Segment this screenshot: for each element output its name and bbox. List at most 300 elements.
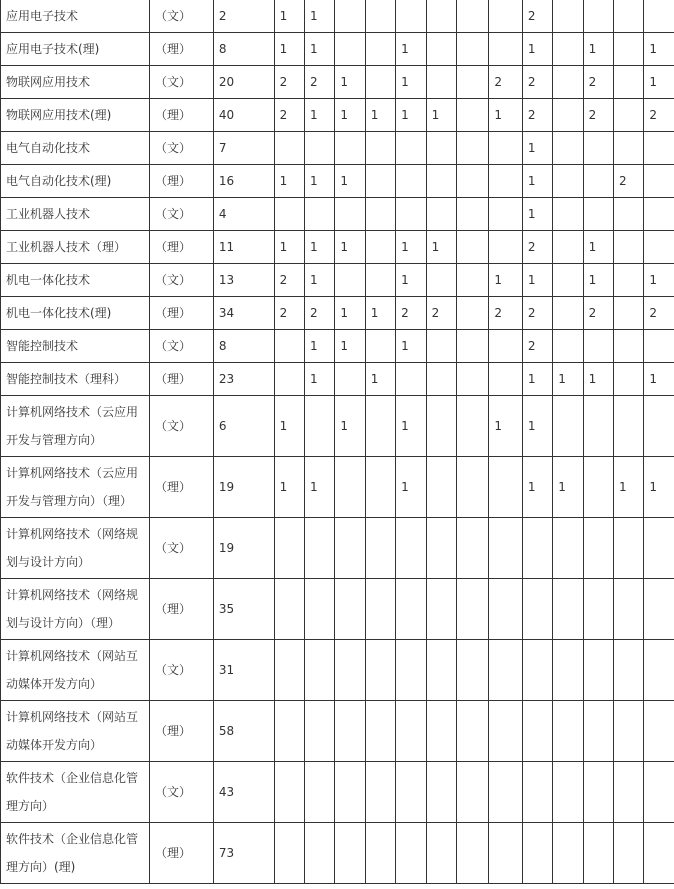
table-row	[1, 297, 674, 330]
total-cell: 35	[213, 579, 274, 640]
total-cell: 58	[213, 701, 274, 762]
count-cell	[305, 132, 335, 165]
count-cell: 2	[644, 99, 674, 132]
count-cell	[456, 579, 488, 640]
count-cell: 1	[274, 33, 304, 66]
count-cell	[583, 640, 613, 701]
major-name-cell: 物联网应用技术	[1, 66, 150, 99]
major-name-cell: 工业机器人技术	[1, 198, 150, 231]
count-cell: 1	[522, 198, 552, 231]
count-cell: 1	[644, 363, 674, 396]
table-row	[1, 518, 674, 579]
count-cell	[553, 165, 583, 198]
count-cell: 1	[305, 231, 335, 264]
count-cell	[553, 396, 583, 457]
count-cell	[553, 701, 583, 762]
total-cell: 19	[213, 518, 274, 579]
count-cell	[553, 297, 583, 330]
count-cell	[426, 66, 456, 99]
count-cell	[456, 363, 488, 396]
count-cell	[274, 701, 304, 762]
subject-cell: （文）	[149, 198, 213, 231]
count-cell: 1	[583, 363, 613, 396]
count-cell	[396, 579, 426, 640]
count-cell: 1	[583, 264, 613, 297]
count-cell	[365, 66, 395, 99]
count-cell	[489, 579, 522, 640]
count-cell: 2	[583, 99, 613, 132]
count-cell: 1	[522, 132, 552, 165]
table-row	[1, 132, 674, 165]
major-name-cell: 计算机网络技术（云应用开发与管理方向）（理）	[1, 457, 150, 518]
count-cell	[613, 762, 643, 823]
count-cell	[365, 457, 395, 518]
count-cell: 1	[305, 165, 335, 198]
count-cell	[335, 198, 365, 231]
count-cell: 1	[274, 0, 304, 33]
count-cell	[274, 640, 304, 701]
count-cell	[583, 132, 613, 165]
count-cell	[426, 132, 456, 165]
count-cell	[365, 0, 395, 33]
count-cell	[644, 198, 674, 231]
count-cell	[489, 457, 522, 518]
count-cell: 1	[335, 99, 365, 132]
total-cell: 19	[213, 457, 274, 518]
count-cell	[583, 198, 613, 231]
count-cell	[522, 640, 552, 701]
table-row	[1, 823, 674, 884]
count-cell	[583, 518, 613, 579]
count-cell	[456, 762, 488, 823]
count-cell	[335, 457, 365, 518]
count-cell	[553, 518, 583, 579]
count-cell	[613, 701, 643, 762]
count-cell	[335, 518, 365, 579]
count-cell	[456, 396, 488, 457]
count-cell	[396, 762, 426, 823]
count-cell	[489, 231, 522, 264]
count-cell: 1	[305, 363, 335, 396]
subject-cell: （文）	[149, 518, 213, 579]
count-cell: 2	[305, 66, 335, 99]
count-cell: 1	[274, 396, 304, 457]
count-cell	[426, 579, 456, 640]
count-cell	[644, 640, 674, 701]
count-cell	[274, 518, 304, 579]
count-cell	[456, 198, 488, 231]
count-cell: 2	[522, 297, 552, 330]
count-cell: 2	[613, 165, 643, 198]
total-cell: 43	[213, 762, 274, 823]
count-cell: 2	[489, 66, 522, 99]
count-cell	[365, 264, 395, 297]
count-cell: 2	[396, 297, 426, 330]
count-cell	[335, 363, 365, 396]
count-cell	[489, 132, 522, 165]
count-cell	[644, 132, 674, 165]
count-cell: 1	[335, 231, 365, 264]
subject-cell: （理）	[149, 579, 213, 640]
count-cell	[305, 823, 335, 884]
count-cell: 1	[613, 457, 643, 518]
count-cell	[583, 701, 613, 762]
count-cell: 1	[644, 264, 674, 297]
count-cell	[456, 701, 488, 762]
count-cell	[613, 0, 643, 33]
count-cell	[305, 701, 335, 762]
subject-cell: （理）	[149, 701, 213, 762]
count-cell	[305, 640, 335, 701]
count-cell	[644, 396, 674, 457]
count-cell	[456, 231, 488, 264]
subject-cell: （理）	[149, 165, 213, 198]
count-cell	[365, 701, 395, 762]
count-cell	[426, 701, 456, 762]
count-cell	[426, 0, 456, 33]
count-cell: 1	[522, 165, 552, 198]
table-row	[1, 0, 674, 33]
table-row	[1, 198, 674, 231]
subject-cell: （理）	[149, 99, 213, 132]
count-cell	[305, 518, 335, 579]
subject-cell: （文）	[149, 640, 213, 701]
count-cell	[613, 330, 643, 363]
count-cell	[613, 518, 643, 579]
count-cell	[426, 457, 456, 518]
count-cell: 1	[644, 66, 674, 99]
count-cell	[553, 640, 583, 701]
total-cell: 20	[213, 66, 274, 99]
count-cell	[456, 640, 488, 701]
count-cell: 2	[522, 99, 552, 132]
count-cell	[335, 33, 365, 66]
count-cell: 1	[489, 99, 522, 132]
count-cell: 1	[365, 363, 395, 396]
table-row	[1, 396, 674, 457]
count-cell	[553, 0, 583, 33]
subject-cell: （文）	[149, 762, 213, 823]
subject-cell: （理）	[149, 33, 213, 66]
total-cell: 4	[213, 198, 274, 231]
count-cell	[553, 66, 583, 99]
count-cell	[365, 640, 395, 701]
count-cell	[489, 198, 522, 231]
count-cell	[335, 823, 365, 884]
count-cell	[305, 396, 335, 457]
count-cell: 1	[305, 33, 335, 66]
count-cell: 1	[522, 264, 552, 297]
count-cell: 1	[489, 264, 522, 297]
count-cell	[613, 231, 643, 264]
count-cell	[456, 132, 488, 165]
count-cell: 2	[426, 297, 456, 330]
count-cell: 1	[365, 297, 395, 330]
table-row	[1, 579, 674, 640]
total-cell: 7	[213, 132, 274, 165]
major-name-cell: 工业机器人技术（理）	[1, 231, 150, 264]
count-cell	[365, 198, 395, 231]
count-cell	[553, 33, 583, 66]
major-name-cell: 应用电子技术	[1, 0, 150, 33]
count-cell	[489, 0, 522, 33]
table-row	[1, 66, 674, 99]
count-cell	[489, 640, 522, 701]
count-cell: 1	[553, 457, 583, 518]
total-cell: 6	[213, 396, 274, 457]
count-cell	[365, 33, 395, 66]
count-cell: 2	[305, 297, 335, 330]
count-cell	[613, 132, 643, 165]
count-cell	[583, 823, 613, 884]
count-cell	[365, 396, 395, 457]
count-cell: 1	[305, 264, 335, 297]
subject-cell: （文）	[149, 66, 213, 99]
total-cell: 40	[213, 99, 274, 132]
count-cell	[426, 33, 456, 66]
count-cell	[613, 66, 643, 99]
count-cell	[644, 701, 674, 762]
major-name-cell: 软件技术（企业信息化管理方向）	[1, 762, 150, 823]
count-cell	[613, 823, 643, 884]
table-row	[1, 264, 674, 297]
count-cell: 1	[396, 396, 426, 457]
count-cell: 2	[583, 297, 613, 330]
count-cell	[613, 264, 643, 297]
count-cell	[365, 231, 395, 264]
table-row	[1, 33, 674, 66]
count-cell: 1	[396, 99, 426, 132]
count-cell	[426, 165, 456, 198]
count-cell	[553, 762, 583, 823]
major-name-cell: 应用电子技术(理)	[1, 33, 150, 66]
major-name-cell: 软件技术（企业信息化管理方向）(理)	[1, 823, 150, 884]
count-cell: 1	[365, 99, 395, 132]
count-cell	[335, 762, 365, 823]
total-cell: 11	[213, 231, 274, 264]
count-cell	[489, 823, 522, 884]
count-cell: 2	[522, 0, 552, 33]
count-cell	[644, 762, 674, 823]
count-cell	[456, 0, 488, 33]
count-cell	[583, 0, 613, 33]
count-cell	[426, 640, 456, 701]
count-cell: 1	[522, 33, 552, 66]
total-cell: 34	[213, 297, 274, 330]
count-cell	[365, 762, 395, 823]
count-cell	[335, 640, 365, 701]
count-cell	[644, 330, 674, 363]
count-cell	[396, 823, 426, 884]
count-cell	[365, 823, 395, 884]
total-cell: 13	[213, 264, 274, 297]
count-cell	[522, 762, 552, 823]
count-cell	[456, 165, 488, 198]
major-name-cell: 计算机网络技术（网站互动媒体开发方向）	[1, 640, 150, 701]
count-cell: 1	[274, 165, 304, 198]
table-row	[1, 640, 674, 701]
count-cell: 2	[583, 66, 613, 99]
count-cell	[426, 330, 456, 363]
count-cell	[583, 330, 613, 363]
count-cell	[553, 823, 583, 884]
count-cell	[644, 823, 674, 884]
count-cell	[613, 640, 643, 701]
count-cell	[583, 762, 613, 823]
table-row	[1, 165, 674, 198]
count-cell	[644, 579, 674, 640]
count-cell	[553, 264, 583, 297]
count-cell: 1	[335, 396, 365, 457]
count-cell	[489, 330, 522, 363]
subject-cell: （理）	[149, 823, 213, 884]
count-cell	[365, 579, 395, 640]
count-cell: 1	[522, 457, 552, 518]
total-cell: 2	[213, 0, 274, 33]
count-cell	[644, 231, 674, 264]
count-cell	[305, 198, 335, 231]
count-cell: 1	[522, 363, 552, 396]
count-cell	[456, 823, 488, 884]
count-cell: 1	[583, 33, 613, 66]
count-cell	[274, 363, 304, 396]
count-cell: 1	[335, 330, 365, 363]
count-cell: 1	[335, 297, 365, 330]
count-cell	[522, 518, 552, 579]
count-cell: 1	[305, 457, 335, 518]
count-cell	[335, 701, 365, 762]
count-cell	[396, 363, 426, 396]
count-cell: 1	[426, 99, 456, 132]
count-cell	[335, 579, 365, 640]
total-cell: 31	[213, 640, 274, 701]
major-name-cell: 电气自动化技术	[1, 132, 150, 165]
count-cell	[613, 396, 643, 457]
count-cell	[553, 132, 583, 165]
count-cell	[396, 518, 426, 579]
count-cell	[456, 518, 488, 579]
major-name-cell: 计算机网络技术（网站互动媒体开发方向）	[1, 701, 150, 762]
count-cell: 2	[522, 231, 552, 264]
count-cell	[456, 99, 488, 132]
major-name-cell: 计算机网络技术（网络规划与设计方向）	[1, 518, 150, 579]
table-row	[1, 99, 674, 132]
count-cell: 1	[274, 457, 304, 518]
table-row	[1, 231, 674, 264]
major-name-cell: 计算机网络技术（网络规划与设计方向）（理）	[1, 579, 150, 640]
subject-cell: （文）	[149, 264, 213, 297]
count-cell	[613, 198, 643, 231]
count-cell	[426, 363, 456, 396]
count-cell	[553, 99, 583, 132]
count-cell: 1	[305, 0, 335, 33]
count-cell	[583, 579, 613, 640]
count-cell: 1	[489, 396, 522, 457]
count-cell	[274, 823, 304, 884]
count-cell	[426, 396, 456, 457]
count-cell: 2	[274, 297, 304, 330]
subject-cell: （理）	[149, 457, 213, 518]
count-cell	[335, 0, 365, 33]
major-name-cell: 电气自动化技术(理)	[1, 165, 150, 198]
total-cell: 8	[213, 33, 274, 66]
subject-cell: （理）	[149, 363, 213, 396]
count-cell: 2	[522, 66, 552, 99]
count-cell	[456, 297, 488, 330]
count-cell: 1	[426, 231, 456, 264]
subject-cell: （文）	[149, 396, 213, 457]
count-cell	[426, 198, 456, 231]
count-cell	[644, 0, 674, 33]
major-name-cell: 机电一体化技术	[1, 264, 150, 297]
count-cell	[274, 330, 304, 363]
count-cell	[613, 579, 643, 640]
major-name-cell: 计算机网络技术（云应用开发与管理方向）	[1, 396, 150, 457]
count-cell: 1	[396, 330, 426, 363]
count-cell	[456, 33, 488, 66]
count-cell: 1	[644, 457, 674, 518]
major-name-cell: 物联网应用技术(理)	[1, 99, 150, 132]
count-cell	[456, 330, 488, 363]
count-cell	[365, 330, 395, 363]
count-cell	[426, 823, 456, 884]
count-cell: 1	[644, 33, 674, 66]
count-cell: 1	[335, 165, 365, 198]
count-cell	[305, 579, 335, 640]
count-cell	[365, 518, 395, 579]
count-cell	[426, 762, 456, 823]
count-cell	[274, 132, 304, 165]
total-cell: 73	[213, 823, 274, 884]
count-cell	[426, 518, 456, 579]
total-cell: 16	[213, 165, 274, 198]
count-cell	[396, 0, 426, 33]
count-cell: 1	[305, 330, 335, 363]
count-cell	[522, 701, 552, 762]
count-cell	[553, 330, 583, 363]
count-cell: 2	[274, 99, 304, 132]
count-cell	[553, 579, 583, 640]
count-cell	[489, 701, 522, 762]
count-cell	[274, 579, 304, 640]
count-cell	[274, 762, 304, 823]
count-cell	[489, 363, 522, 396]
count-cell: 1	[396, 231, 426, 264]
count-cell	[583, 165, 613, 198]
count-cell	[613, 33, 643, 66]
table-body	[1, 0, 674, 884]
table-row	[1, 701, 674, 762]
count-cell	[489, 33, 522, 66]
table-row	[1, 363, 674, 396]
count-cell	[335, 132, 365, 165]
count-cell: 2	[274, 264, 304, 297]
count-cell	[335, 264, 365, 297]
subject-cell: （理）	[149, 231, 213, 264]
count-cell	[305, 762, 335, 823]
count-cell	[644, 165, 674, 198]
count-cell: 1	[305, 99, 335, 132]
count-cell	[522, 823, 552, 884]
count-cell	[489, 762, 522, 823]
count-cell: 2	[644, 297, 674, 330]
count-cell: 1	[396, 457, 426, 518]
count-cell	[583, 457, 613, 518]
total-cell: 8	[213, 330, 274, 363]
count-cell	[456, 457, 488, 518]
count-cell	[456, 66, 488, 99]
major-name-cell: 智能控制技术（理科）	[1, 363, 150, 396]
